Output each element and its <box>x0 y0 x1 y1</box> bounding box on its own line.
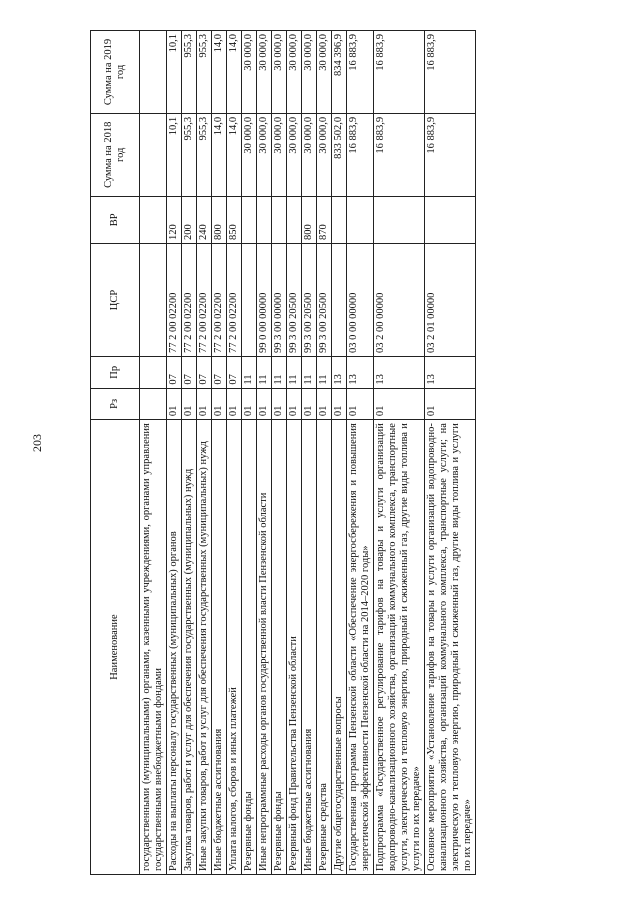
column-header-pr: Пр <box>91 357 140 389</box>
table-row <box>302 31 317 875</box>
cell-rz: 01 <box>287 388 302 420</box>
cell-sum-2019: 30 000,0 <box>287 31 302 114</box>
cell-name: Иные бюджетные ассигнования <box>302 420 317 875</box>
cell-csr: 99 3 00 00000 <box>272 244 287 357</box>
cell-name: Иные бюджетные ассигнования <box>212 420 227 875</box>
cell-csr: 77 2 00 02200 <box>182 244 197 357</box>
column-header-csr: ЦСР <box>91 244 140 357</box>
cell-name: Иные закупки товаров, работ и услуг для обеспечения государственных (муниципальных) нужд <box>197 420 212 875</box>
cell-pr: 11 <box>317 357 332 389</box>
cell-sum-2019: 955,3 <box>197 31 212 114</box>
cell-pr: 13 <box>374 357 425 389</box>
cell-pr: 07 <box>182 357 197 389</box>
cell-sum-2018: 16 883,9 <box>347 113 374 196</box>
cell-name: Другие общегосударственные вопросы <box>332 420 347 875</box>
cell-sum-2018: 30 000,0 <box>257 113 272 196</box>
cell-name: Резервные фонды <box>242 420 257 875</box>
cell-sum-2019: 955,3 <box>182 31 197 114</box>
cell-vr <box>332 196 347 243</box>
cell-rz: 01 <box>227 388 242 420</box>
cell-csr: 03 2 01 00000 <box>425 244 476 357</box>
cell-pr: 07 <box>227 357 242 389</box>
budget-table <box>90 30 476 875</box>
cell-sum-2019: 16 883,9 <box>374 31 425 114</box>
cell-rz: 01 <box>374 388 425 420</box>
cell-sum-2018: 955,3 <box>182 113 197 196</box>
cell-rz <box>140 388 167 420</box>
cell-vr: 800 <box>302 196 317 243</box>
cell-sum-2018: 833 502,0 <box>332 113 347 196</box>
cell-sum-2019: 30 000,0 <box>242 31 257 114</box>
table-row <box>167 31 182 875</box>
cell-name: Государственная программа Пензенской области «Обеспечение энергосбережения и повышения энергетической эффективности Пензенской области на 2014–2020 годы» <box>347 420 374 875</box>
cell-rz: 01 <box>197 388 212 420</box>
cell-pr: 11 <box>242 357 257 389</box>
table-row <box>140 31 167 875</box>
cell-sum-2018: 30 000,0 <box>317 113 332 196</box>
table-row <box>332 31 347 875</box>
cell-vr: 850 <box>227 196 242 243</box>
cell-rz: 01 <box>347 388 374 420</box>
table-header-row <box>91 31 140 875</box>
cell-vr: 800 <box>212 196 227 243</box>
cell-csr <box>140 244 167 357</box>
cell-pr: 13 <box>425 357 476 389</box>
cell-rz: 01 <box>272 388 287 420</box>
column-header-name: Наименование <box>91 420 140 875</box>
cell-rz: 01 <box>332 388 347 420</box>
cell-csr: 77 2 00 02200 <box>212 244 227 357</box>
page-number: 203 <box>30 434 44 452</box>
cell-pr: 13 <box>332 357 347 389</box>
cell-name: Закупка товаров, работ и услуг для обеспечения государственных (муниципальных) нужд <box>182 420 197 875</box>
cell-rz: 01 <box>242 388 257 420</box>
cell-rz: 01 <box>317 388 332 420</box>
table-row <box>197 31 212 875</box>
cell-vr <box>272 196 287 243</box>
cell-csr: 03 2 00 00000 <box>374 244 425 357</box>
cell-vr: 240 <box>197 196 212 243</box>
table-row <box>425 31 476 875</box>
column-header-sum-2018: Сумма на 2018 год <box>91 113 140 196</box>
cell-csr <box>242 244 257 357</box>
cell-sum-2019 <box>140 31 167 114</box>
cell-sum-2019: 30 000,0 <box>257 31 272 114</box>
column-header-rz: Рз <box>91 388 140 420</box>
cell-sum-2019: 16 883,9 <box>425 31 476 114</box>
cell-csr: 99 3 00 20500 <box>317 244 332 357</box>
cell-name: Основное мероприятие «Установление тарифов на товары и услуги организаций водопроводно-канализационного хозяйства, организаций коммунального комплекса, транспортные услуги; на электрическую и тепловую энергию, природный и сжиженный газ, другие виды топлива и услуги по их передаче» <box>425 420 476 875</box>
cell-rz: 01 <box>302 388 317 420</box>
cell-sum-2018: 30 000,0 <box>302 113 317 196</box>
table-row <box>347 31 374 875</box>
table-row <box>212 31 227 875</box>
cell-sum-2019: 14,0 <box>227 31 242 114</box>
table-row <box>182 31 197 875</box>
cell-vr: 870 <box>317 196 332 243</box>
table-row <box>227 31 242 875</box>
cell-csr: 77 2 00 02200 <box>167 244 182 357</box>
cell-sum-2018: 10,1 <box>167 113 182 196</box>
cell-pr: 07 <box>167 357 182 389</box>
cell-rz: 01 <box>167 388 182 420</box>
cell-vr <box>374 196 425 243</box>
cell-sum-2018: 14,0 <box>227 113 242 196</box>
table-row <box>242 31 257 875</box>
cell-sum-2019: 14,0 <box>212 31 227 114</box>
rotated-table-container <box>90 30 602 875</box>
column-header-sum-2019: Сумма на 2019 год <box>91 31 140 114</box>
cell-sum-2018: 30 000,0 <box>287 113 302 196</box>
table-row <box>257 31 272 875</box>
cell-vr <box>425 196 476 243</box>
cell-vr <box>257 196 272 243</box>
cell-name: Резервные фонды <box>272 420 287 875</box>
cell-pr <box>140 357 167 389</box>
cell-vr <box>140 196 167 243</box>
cell-name: Уплата налогов, сборов и иных платежей <box>227 420 242 875</box>
cell-sum-2019: 30 000,0 <box>317 31 332 114</box>
cell-pr: 07 <box>197 357 212 389</box>
cell-name: Иные непрограммные расходы органов государственной власти Пензенской области <box>257 420 272 875</box>
cell-pr: 07 <box>212 357 227 389</box>
cell-sum-2019: 30 000,0 <box>272 31 287 114</box>
cell-sum-2018: 30 000,0 <box>272 113 287 196</box>
cell-sum-2019: 16 883,9 <box>347 31 374 114</box>
cell-sum-2018: 16 883,9 <box>425 113 476 196</box>
cell-csr: 77 2 00 02200 <box>197 244 212 357</box>
table-row <box>374 31 425 875</box>
cell-sum-2018: 955,3 <box>197 113 212 196</box>
cell-sum-2019: 30 000,0 <box>302 31 317 114</box>
table-row <box>317 31 332 875</box>
cell-csr: 99 3 00 20500 <box>302 244 317 357</box>
cell-name: Расходы на выплаты персоналу государственных (муниципальных) органов <box>167 420 182 875</box>
cell-rz: 01 <box>257 388 272 420</box>
cell-sum-2018: 16 883,9 <box>374 113 425 196</box>
cell-sum-2018 <box>140 113 167 196</box>
cell-vr <box>242 196 257 243</box>
cell-csr: 77 2 00 02200 <box>227 244 242 357</box>
table-body <box>140 31 476 875</box>
cell-csr: 99 3 00 20500 <box>287 244 302 357</box>
cell-vr: 120 <box>167 196 182 243</box>
cell-name: Подпрограмма «Государственное регулирование тарифов на товары и услуги организаций водопроводно-канализационного хозяйства, организаций коммунального комплекса, транспортные услуги, электрическую и тепловую энергию, природный и сжиженный газ, другие виды топлива и услуги по их передаче» <box>374 420 425 875</box>
cell-name: Резервный фонд Правительства Пензенской области <box>287 420 302 875</box>
cell-name: государственными (муниципальными) органами, казенными учреждениями, органами управления государственными внебюджетными фондами <box>140 420 167 875</box>
cell-rz: 01 <box>425 388 476 420</box>
cell-csr: 03 0 00 00000 <box>347 244 374 357</box>
table-row <box>272 31 287 875</box>
cell-sum-2019: 834 396,9 <box>332 31 347 114</box>
cell-vr <box>287 196 302 243</box>
cell-pr: 11 <box>287 357 302 389</box>
table-row <box>287 31 302 875</box>
cell-rz: 01 <box>212 388 227 420</box>
cell-vr: 200 <box>182 196 197 243</box>
cell-pr: 11 <box>272 357 287 389</box>
cell-csr: 99 0 00 00000 <box>257 244 272 357</box>
cell-csr <box>332 244 347 357</box>
cell-sum-2019: 10,1 <box>167 31 182 114</box>
cell-pr: 11 <box>302 357 317 389</box>
cell-pr: 11 <box>257 357 272 389</box>
cell-sum-2018: 30 000,0 <box>242 113 257 196</box>
column-header-vr: ВР <box>91 196 140 243</box>
cell-sum-2018: 14,0 <box>212 113 227 196</box>
cell-pr: 13 <box>347 357 374 389</box>
cell-rz: 01 <box>182 388 197 420</box>
cell-name: Резервные средства <box>317 420 332 875</box>
cell-vr <box>347 196 374 243</box>
